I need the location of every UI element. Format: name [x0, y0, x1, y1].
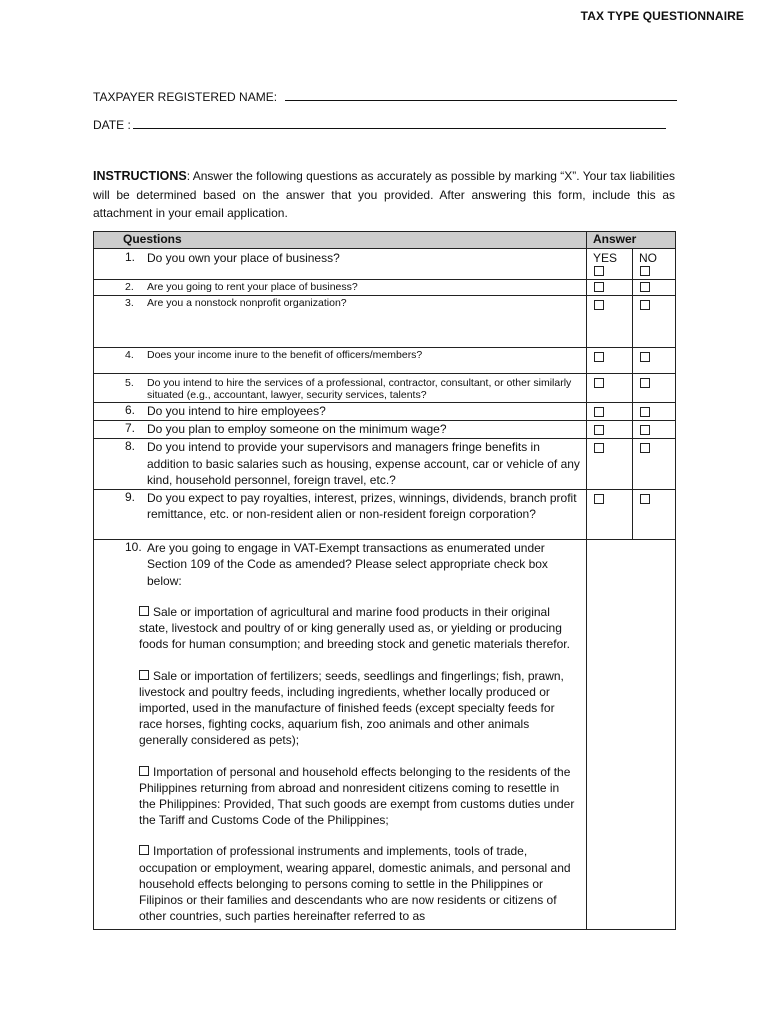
- no-label: NO: [639, 251, 657, 265]
- no-cell: [633, 489, 676, 539]
- question-number: 1.: [125, 250, 136, 264]
- question-number: 8.: [125, 439, 136, 453]
- yes-checkbox[interactable]: [594, 282, 604, 292]
- question-cell: [94, 489, 587, 539]
- table-row: [94, 249, 676, 280]
- question-number: 2.: [125, 281, 134, 293]
- question-number: 4.: [125, 349, 134, 361]
- question-text: Do you expect to pay royalties, interest, prizes, winnings, dividends, branch profit remittance, etc. or non-resident alien or non-resident foreign corporation?: [147, 490, 577, 521]
- question-text: Do you intend to hire employees?: [147, 404, 326, 418]
- yes-cell: [587, 439, 633, 490]
- table-row: [94, 439, 676, 490]
- no-checkbox[interactable]: [640, 300, 650, 310]
- question-text: Do you plan to employ someone on the minimum wage?: [147, 422, 447, 436]
- yes-checkbox[interactable]: [594, 494, 604, 504]
- yes-checkbox[interactable]: [594, 378, 604, 388]
- option-text: Importation of personal and household effects belonging to the residents of the Philippines returning from abroad and nonresident citizens coming to resettle in the Philippines: Provided, That such goods are exempt from customs duties under the Tariff and Customs Code of the Philippines;: [139, 764, 575, 828]
- question-cell: [94, 421, 587, 439]
- document-title: TAX TYPE QUESTIONNAIRE: [580, 9, 744, 23]
- question-cell: [94, 439, 587, 490]
- table-header-row: [94, 232, 676, 249]
- yes-checkbox[interactable]: [594, 407, 604, 417]
- question-text: Are you going to rent your place of business?: [147, 281, 358, 293]
- yes-checkbox[interactable]: [594, 425, 604, 435]
- taxpayer-name-field[interactable]: [93, 89, 677, 104]
- no-cell: [633, 403, 676, 421]
- table-row: [94, 421, 676, 439]
- instructions-body: : Answer the following questions as accurately as possible by marking “X”. Your tax liabilities will be determined based on the answer that you provided. After answering this form, include this as attachment in your email application.: [93, 169, 675, 220]
- no-checkbox[interactable]: [640, 443, 650, 453]
- yes-checkbox[interactable]: [594, 352, 604, 362]
- answer-cell: [587, 539, 676, 929]
- no-checkbox[interactable]: [640, 266, 650, 276]
- yes-label: YES: [593, 251, 618, 265]
- no-cell: [633, 421, 676, 439]
- yes-checkbox[interactable]: [594, 300, 604, 310]
- yes-cell: [587, 489, 633, 539]
- question-cell: [94, 403, 587, 421]
- no-checkbox[interactable]: [640, 407, 650, 417]
- question-text: Does your income inure to the benefit of officers/members?: [147, 349, 423, 361]
- question-cell: [94, 296, 587, 348]
- option-checkbox[interactable]: [139, 670, 149, 680]
- question-cell: [94, 539, 587, 929]
- exempt-option: [94, 604, 586, 653]
- no-checkbox[interactable]: [640, 282, 650, 292]
- question-text: Do you intend to hire the services of a professional, contractor, consultant, or other similarly situated (e.g., accountant, lawyer, security services, talents?: [147, 377, 572, 401]
- option-checkbox[interactable]: [139, 606, 149, 616]
- option-checkbox[interactable]: [139, 845, 149, 855]
- no-checkbox[interactable]: [640, 352, 650, 362]
- yes-cell: [587, 348, 633, 374]
- taxpayer-name-label: TAXPAYER REGISTERED NAME:: [93, 90, 278, 104]
- no-checkbox[interactable]: [640, 378, 650, 388]
- no-checkbox[interactable]: [640, 494, 650, 504]
- yes-cell: [587, 296, 633, 348]
- question-number: 5.: [125, 377, 134, 389]
- table-row: [94, 348, 676, 374]
- no-cell: [633, 374, 676, 403]
- option-checkbox[interactable]: [139, 766, 149, 776]
- option-text: Importation of professional instruments and implements, tools of trade, occupation or employment, wearing apparel, domestic animals, and personal and household effects belonging to persons coming to settle in the Philippines or Filipinos or their families and descendants who are now residents or citizens of other countries, such parties hereinafter referred to as: [139, 844, 571, 924]
- question-text: Are you a nonstock nonprofit organization?: [147, 297, 347, 309]
- yes-cell: [587, 403, 633, 421]
- question-cell: [94, 280, 587, 296]
- question-number: 9.: [125, 489, 136, 504]
- answer-header: Answer: [587, 232, 676, 249]
- table-row: [94, 296, 676, 348]
- yes-checkbox[interactable]: [594, 266, 604, 276]
- table-row: [94, 280, 676, 296]
- question-text: Do you intend to provide your supervisors and managers fringe benefits in addition to basic salaries such as housing, expense account, car or vehicle of any kind, household personnel, foreign travel, etc.?: [147, 440, 580, 487]
- question-number: 3.: [125, 297, 134, 309]
- date-field[interactable]: [93, 117, 666, 132]
- table-row: [94, 489, 676, 539]
- yes-checkbox[interactable]: [594, 443, 604, 453]
- question-text: Do you own your place of business?: [147, 251, 340, 265]
- question-cell: [94, 374, 587, 403]
- no-checkbox[interactable]: [640, 425, 650, 435]
- date-blank[interactable]: [133, 117, 666, 129]
- exempt-option: [94, 843, 586, 924]
- question-text: Are you going to engage in VAT-Exempt transactions as enumerated under Section 109 of the Code as amended? Please select appropriate check box below:: [147, 540, 548, 588]
- no-cell: [633, 249, 676, 280]
- exempt-option: [94, 668, 586, 749]
- questions-header: Questions: [94, 232, 587, 249]
- questionnaire-table: [93, 231, 676, 930]
- yes-cell: [587, 374, 633, 403]
- option-text: Sale or importation of fertilizers; seeds, seedlings and fingerlings; fish, prawn, livestock and poultry feeds, including ingredients, whether locally produced or imported, used in the manufacture of finished feeds (except specialty feeds for race horses, fighting cocks, aquarium fish, zoo animals and other animals generally considered as pets);: [139, 668, 564, 748]
- yes-cell: [587, 249, 633, 280]
- table-row: [94, 403, 676, 421]
- yes-cell: [587, 280, 633, 296]
- no-cell: [633, 296, 676, 348]
- table-row: [94, 374, 676, 403]
- exempt-option: [94, 764, 586, 829]
- table-row: [94, 539, 676, 929]
- question-number: 10.: [125, 539, 142, 554]
- date-label: DATE :: [93, 118, 131, 132]
- instructions-paragraph: [93, 167, 675, 223]
- instructions-lead: INSTRUCTIONS: [93, 169, 187, 183]
- taxpayer-name-blank[interactable]: [285, 89, 677, 101]
- option-text: Sale or importation of agricultural and marine food products in their original state, livestock and poultry of or king generally used as, or yielding or producing foods for human consumption; and breeding stock and genetic materials therefor.: [139, 605, 570, 652]
- no-cell: [633, 280, 676, 296]
- question-cell: [94, 249, 587, 280]
- yes-cell: [587, 421, 633, 439]
- no-cell: [633, 439, 676, 490]
- question-cell: [94, 348, 587, 374]
- question-number: 7.: [125, 421, 136, 435]
- no-cell: [633, 348, 676, 374]
- question-number: 6.: [125, 403, 136, 417]
